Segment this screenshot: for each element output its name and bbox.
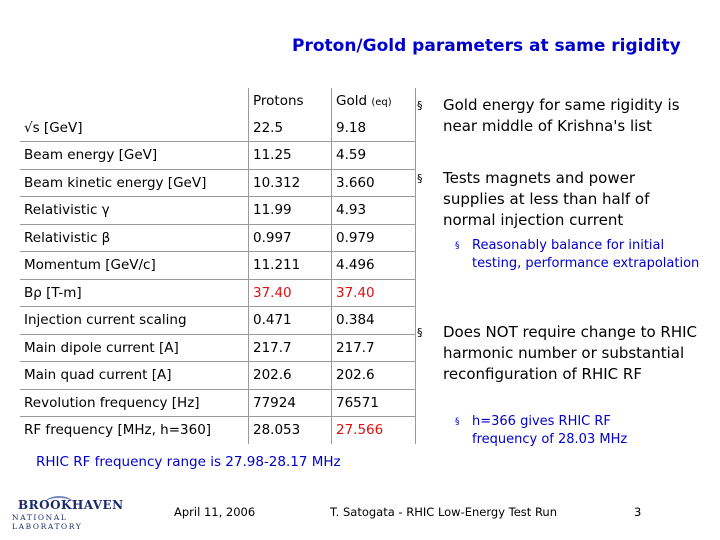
row-gold-value: 76571 [332,389,416,417]
brookhaven-logo [10,496,136,531]
table-row [20,334,416,362]
row-label: √s [GeV] [20,115,249,142]
table-row [20,362,416,390]
bullet-item [417,168,707,232]
row-label: Beam kinetic energy [GeV] [20,169,249,197]
table-row [20,142,416,170]
row-protons-value: 11.99 [249,197,332,225]
row-gold-value: 4.93 [332,197,416,225]
footer-date: April 11, 2006 [174,505,256,519]
row-protons-value: 217.7 [249,334,332,362]
sub-bullet-text: h=366 gives RHIC RF frequency of 28.03 MHz [472,414,628,447]
table-row [20,279,416,307]
row-label: Main quad current [A] [20,362,249,390]
row-label: Injection current scaling [20,307,249,335]
row-gold-value: 27.566 [332,417,416,444]
row-protons-value: 11.25 [249,142,332,170]
sub-bullet-marker: § [455,241,460,251]
table-row [20,169,416,197]
row-gold-value: 0.979 [332,224,416,252]
row-gold-value: 37.40 [332,279,416,307]
row-gold-value: 3.660 [332,169,416,197]
parameter-table [20,88,416,444]
logo-wordmark: BROOKHAVEN [18,498,124,512]
header-gold-subscript: (eq) [371,97,392,109]
row-protons-value: 28.053 [249,417,332,444]
bullet-item [417,95,707,139]
row-gold-value: 217.7 [332,334,416,362]
logo-subtitle: NATIONAL LABORATORY [12,513,83,531]
bullet-item [417,322,712,408]
sub-bullet-text: Reasonably balance for initial testing, performance extrapolation [472,238,700,271]
row-protons-value: 37.40 [249,279,332,307]
row-gold-value: 4.496 [332,252,416,280]
row-protons-value: 0.471 [249,307,332,335]
table-row [20,115,416,142]
row-protons-value: 11.211 [249,252,332,280]
row-gold-value: 0.384 [332,307,416,335]
row-label: Beam energy [GeV] [20,142,249,170]
row-label: Relativistic γ [20,197,249,225]
table-row [20,389,416,417]
bullet-marker: § [417,172,423,185]
sub-bullet-item [455,413,695,451]
bullet-text: Gold energy for same rigidity is near middle of Krishna's list [443,96,680,135]
sub-bullet-marker: § [455,417,460,427]
row-label: Main dipole current [A] [20,334,249,362]
table-row [20,197,416,225]
bullet-marker: § [417,326,423,339]
row-label: RF frequency [MHz, h=360] [24,422,212,439]
page-number: 3 [634,505,642,519]
footer-credit: T. Satogata - RHIC Low-Energy Test Run [330,505,558,519]
bullet-text: Does NOT require change to RHIC harmonic number or substantial reconfiguration of RHIC RF [443,323,697,383]
table-row [20,307,416,335]
bullet-text: Tests magnets and power supplies at less than half of normal injection current [443,169,650,229]
rf-range-note: RHIC RF frequency range is 27.98-28.17 MHz [36,454,341,470]
row-protons-value: 0.997 [249,224,332,252]
table-row [20,224,416,252]
header-protons: Protons [249,88,332,115]
row-protons-value: 77924 [249,389,332,417]
row-gold-value: 4.59 [332,142,416,170]
table-header-row [20,88,416,115]
row-protons-value: 10.312 [249,169,332,197]
table-row [20,252,416,280]
sub-bullet-item [455,237,715,293]
row-label: Momentum [GeV/c] [20,252,249,280]
row-label: Bρ [T-m] [20,279,249,307]
header-blank-cell [20,88,249,115]
row-gold-value: 202.6 [332,362,416,390]
row-protons-value: 22.5 [249,115,332,142]
header-gold-label: Gold [336,93,368,110]
bullet-marker: § [417,99,423,112]
header-gold [332,88,416,115]
table-row [20,417,416,444]
row-label: Relativistic β [20,224,249,252]
row-protons-value: 202.6 [249,362,332,390]
slide-title: Proton/Gold parameters at same rigidity [292,36,681,56]
row-label: Revolution frequency [Hz] [20,389,249,417]
row-gold-value: 9.18 [332,115,416,142]
